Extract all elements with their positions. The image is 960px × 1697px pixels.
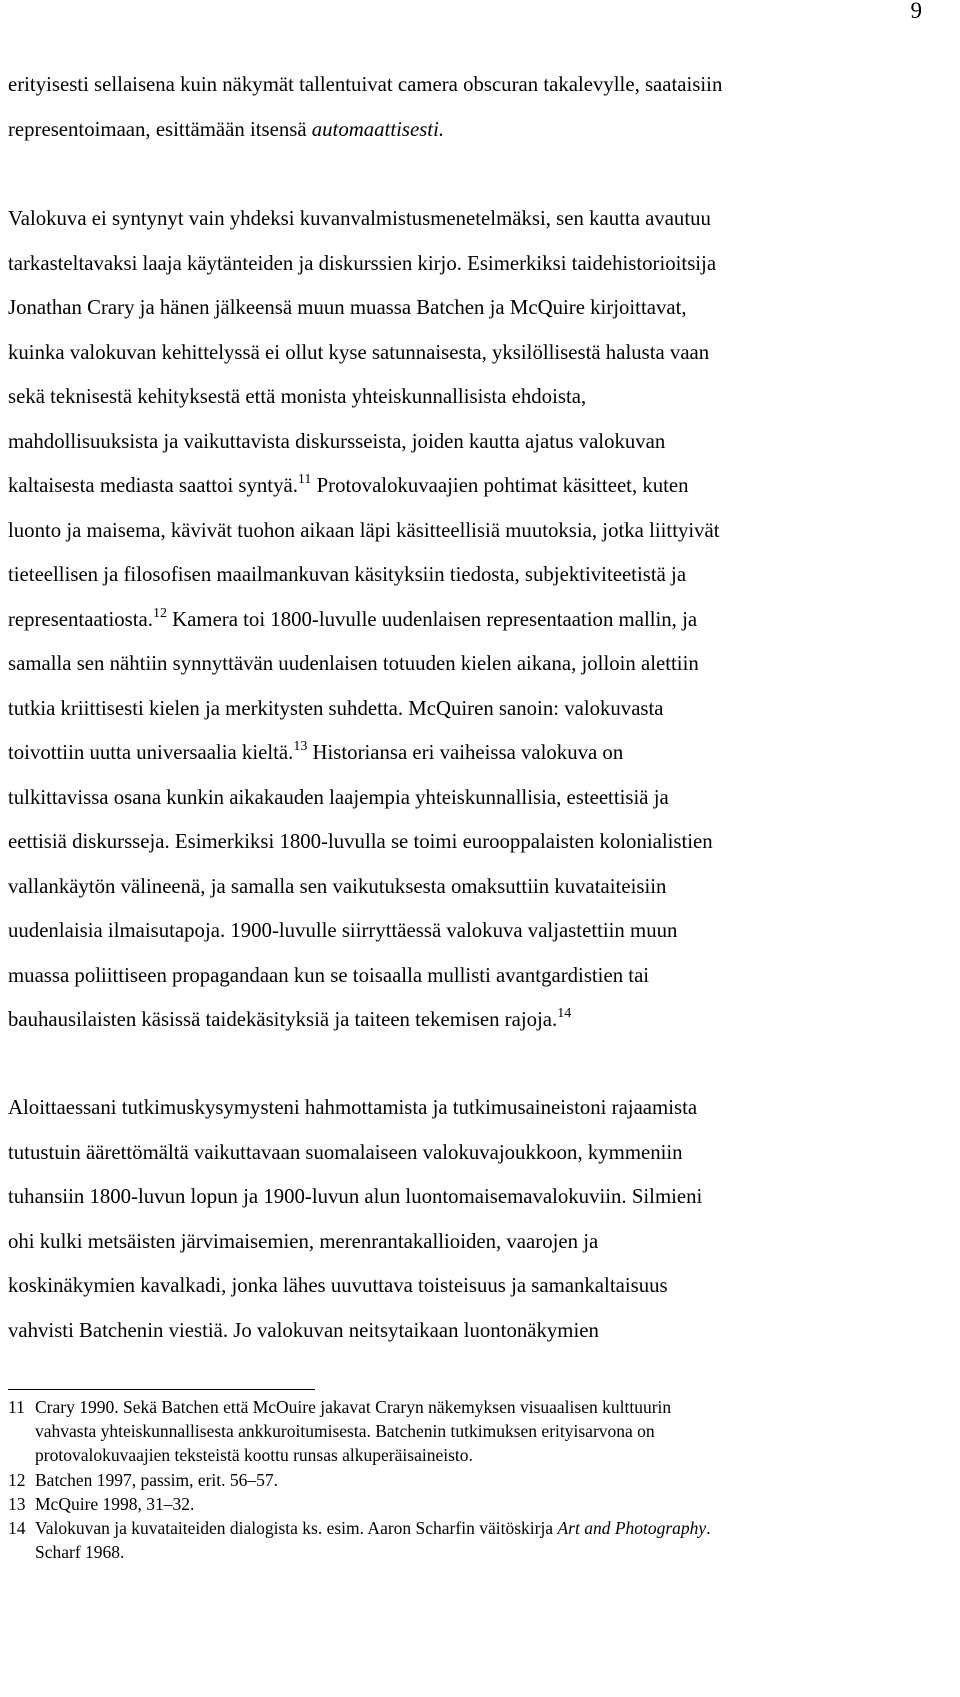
text-line: mahdollisuuksista ja vaikuttavista diskursseista, joiden kautta ajatus valokuvan [8,429,666,453]
text-line: eettisiä diskursseja. Esimerkiksi 1800-luvulla se toimi eurooppalaisten kolonialistien [8,830,713,853]
footnote-line: Scharf 1968. [35,1542,125,1563]
footnote-14: 14 Valokuvan ja kuvataiteiden dialogista ks. esim. Aaron Scharfin väitöskirja Art and Photography. Scharf 1968. [8,1516,948,1564]
page-number: 9 [910,0,922,23]
footnote-divider [8,1389,315,1390]
footnotes [8,1395,948,1564]
emphasis: automaattisesti. [311,117,445,141]
text-line: tulkittavissa osana kunkin aikakauden laajempia yhteiskunnallisia, esteettisiä ja [8,785,669,809]
text-line: bauhausilaisten käsissä taidekäsityksiä ja taiteen tekemisen rajoja.$^{14}$ [8,1006,572,1031]
text-line: kaltaisesta mediasta saattoi syntyä.$^{11}$ Protovalokuvaajien pohtimat käsitteet, kuten [8,472,689,497]
text-line: luonto ja maisema, kävivät tuohon aikaan läpi käsitteellisiä muutoksia, jotka liittyivät [8,518,720,542]
footnote-12: 12 Batchen 1997, passim, erit. 56–57. [8,1468,948,1492]
text-line: representaatiosta.$^{12}$ Kamera toi 1800-luvulle uudenlaisen representaation mallin, ja [8,605,698,631]
paragraph-1 [8,63,938,152]
text-line: Valokuva ei syntynyt vain yhdeksi kuvanvalmistusmenetelmäksi, sen kautta avautuu [8,207,711,230]
footnote-number: 14 [8,1518,26,1539]
text-line: Jonathan Crary ja hänen jälkeensä muun muassa Batchen ja McQuire kirjoittavat, [8,296,687,319]
text-line: uudenlaisia ilmaisutapoja. 1900-luvulle siirryttäessä valokuva valjastettiin muun [8,919,678,942]
text-line: erityisesti sellaisena kuin näkymät tallentuivat camera obscuran takalevylle, saataisiin [8,73,723,96]
footnote-number: 11 [8,1397,25,1417]
text-line: tieteellisen ja filosofisen maailmankuvan käsityksiin tiedosta, subjektiviteetistä ja [8,563,687,586]
text-line: tarkasteltavaksi laaja käytänteiden ja diskurssien kirjo. Esimerkiksi taidehistorioitsija [8,251,717,275]
text-line: tuhansiin 1800-luvun lopun ja 1900-luvun alun luontomaisemavalokuviin. Silmieni [8,1185,703,1208]
text-line: Aloittaessani tutkimuskysymysteni hahmottamista ja tutkimusaineistoni rajaamista [8,1096,698,1119]
text-line: vallankäytön välineenä, ja samalla sen vaikutuksesta omaksuttiin kuvataiteisiin [8,874,667,898]
footnote-number: 12 [8,1469,26,1490]
paragraph-2 [8,197,938,1043]
text-line: toivottiin uutta universaalia kieltä.$^{13}$ Historiansa eri vaiheissa valokuva on [8,739,624,764]
text-line: ohi kulki metsäisten järvimaisemien, merenrantakallioiden, vaarojen ja [8,1229,599,1253]
footnote-line: protovalokuvaajien teksteistä koottu runsas alkuperäisaineisto. [35,1445,473,1466]
text-line: muassa poliittiseen propagandaan kun se toisaalla mullisti avantgardistien tai [8,963,650,987]
footnote-number: 13 [8,1493,26,1514]
text-line: vahvisti Batchenin viestiä. Jo valokuvan neitsytaikaan luontonäkymien [8,1318,599,1342]
footnote-ref: 13 [293,739,308,754]
footnote-ref: 12 [152,605,167,621]
footnote-ref: 14 [557,1006,572,1021]
text-line: tutkia kriittisesti kielen ja merkitysten suhdetta. McQuiren sanoin: valokuvasta [8,696,664,720]
book-title: Art and Photography [557,1518,707,1539]
footnote-line: vahvasta yhteiskunnallisesta ankkuroitumisesta. Batchenin tutkimuksen erityisarvona on [35,1421,655,1442]
footnote-11: 11 Crary 1990. Sekä Batchen että McOuire jakavat Craryn näkemyksen visuaalisen kulttuurin vahvasta yhteiskunnallisesta ankkuroitumisesta. Batchenin tutkimuksen erityisarvona on protovalokuvaajien teksteistä koottu runsas alkuperäisaineisto. [8,1395,948,1468]
text-line: kuinka valokuvan kehittelyssä ei ollut kyse satunnaisesta, yksilöllisestä halusta vaan [8,340,710,364]
text-line: representoimaan, esittämään itsensä automaattisesti. [8,117,445,141]
text-line: tutustuin äärettömältä vaikuttavaan suomalaiseen valokuvajoukkoon, kymmeniin [8,1140,683,1164]
paragraph-3 [8,1086,938,1353]
footnote-ref: 11 [297,472,312,487]
footnote-13: 13 McQuire 1998, 31–32. [8,1492,948,1516]
text-line: sekä teknisestä kehityksestä että monista yhteiskunnallisista ehdoista, [8,385,587,408]
text-line: samalla sen nähtiin synnyttävän uudenlaisen totuuden kielen aikana, jolloin alettiin [8,652,699,675]
text-line: koskinäkymien kavalkadi, jonka lähes uuvuttava toisteisuus ja samankaltaisuus [8,1274,668,1297]
